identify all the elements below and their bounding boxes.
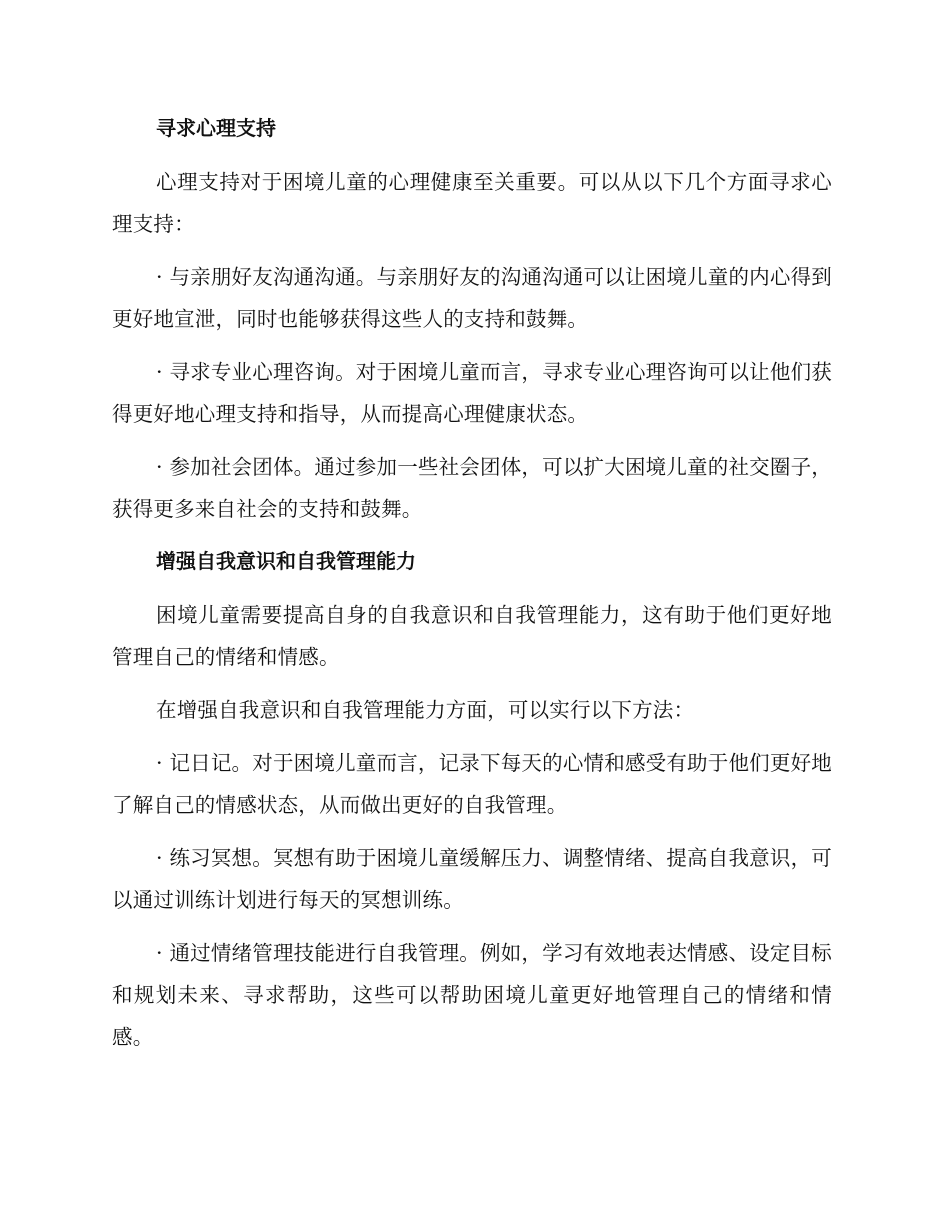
bullet-friends-communication: · 与亲朋好友沟通沟通。与亲朋好友的沟通沟通可以让困境儿童的内心得到更好地宣泄，同时也能够获得这些人的支持和鼓舞。 [112, 265, 832, 331]
section-heading-self-awareness: 增强自我意识和自我管理能力 [156, 549, 416, 573]
paragraph-intro-support: 心理支持对于困境儿童的心理健康至关重要。可以从以下几个方面寻求心理支持： [112, 170, 832, 236]
bullet-meditation: · 练习冥想。冥想有助于困境儿童缓解压力、调整情绪、提高自我意识，可以通过训练计划进行每天的冥想训练。 [112, 846, 832, 912]
bullet-professional-counseling: · 寻求专业心理咨询。对于困境儿童而言，寻求专业心理咨询可以让他们获得更好地心理支持和指导，从而提高心理健康状态。 [112, 360, 832, 426]
bullet-social-groups: · 参加社会团体。通过参加一些社会团体，可以扩大困境儿童的社交圈子，获得更多来自社会的支持和鼓舞。 [112, 455, 832, 521]
bullet-emotion-management: · 通过情绪管理技能进行自我管理。例如，学习有效地表达情感、设定目标和规划未来、寻求帮助，这些可以帮助困境儿童更好地管理自己的情绪和情感。 [112, 941, 832, 1049]
document-page [112, 108, 832, 1069]
paragraph-self-awareness-intro: 困境儿童需要提高自身的自我意识和自我管理能力，这有助于他们更好地管理自己的情绪和情感。 [112, 603, 832, 669]
bullet-diary: · 记日记。对于困境儿童而言，记录下每天的心情和感受有助于他们更好地了解自己的情感状态，从而做出更好的自我管理。 [112, 751, 832, 817]
paragraph-methods-intro: 在增强自我意识和自我管理能力方面，可以实行以下方法： [156, 698, 695, 722]
section-heading-psych-support: 寻求心理支持 [156, 116, 276, 140]
